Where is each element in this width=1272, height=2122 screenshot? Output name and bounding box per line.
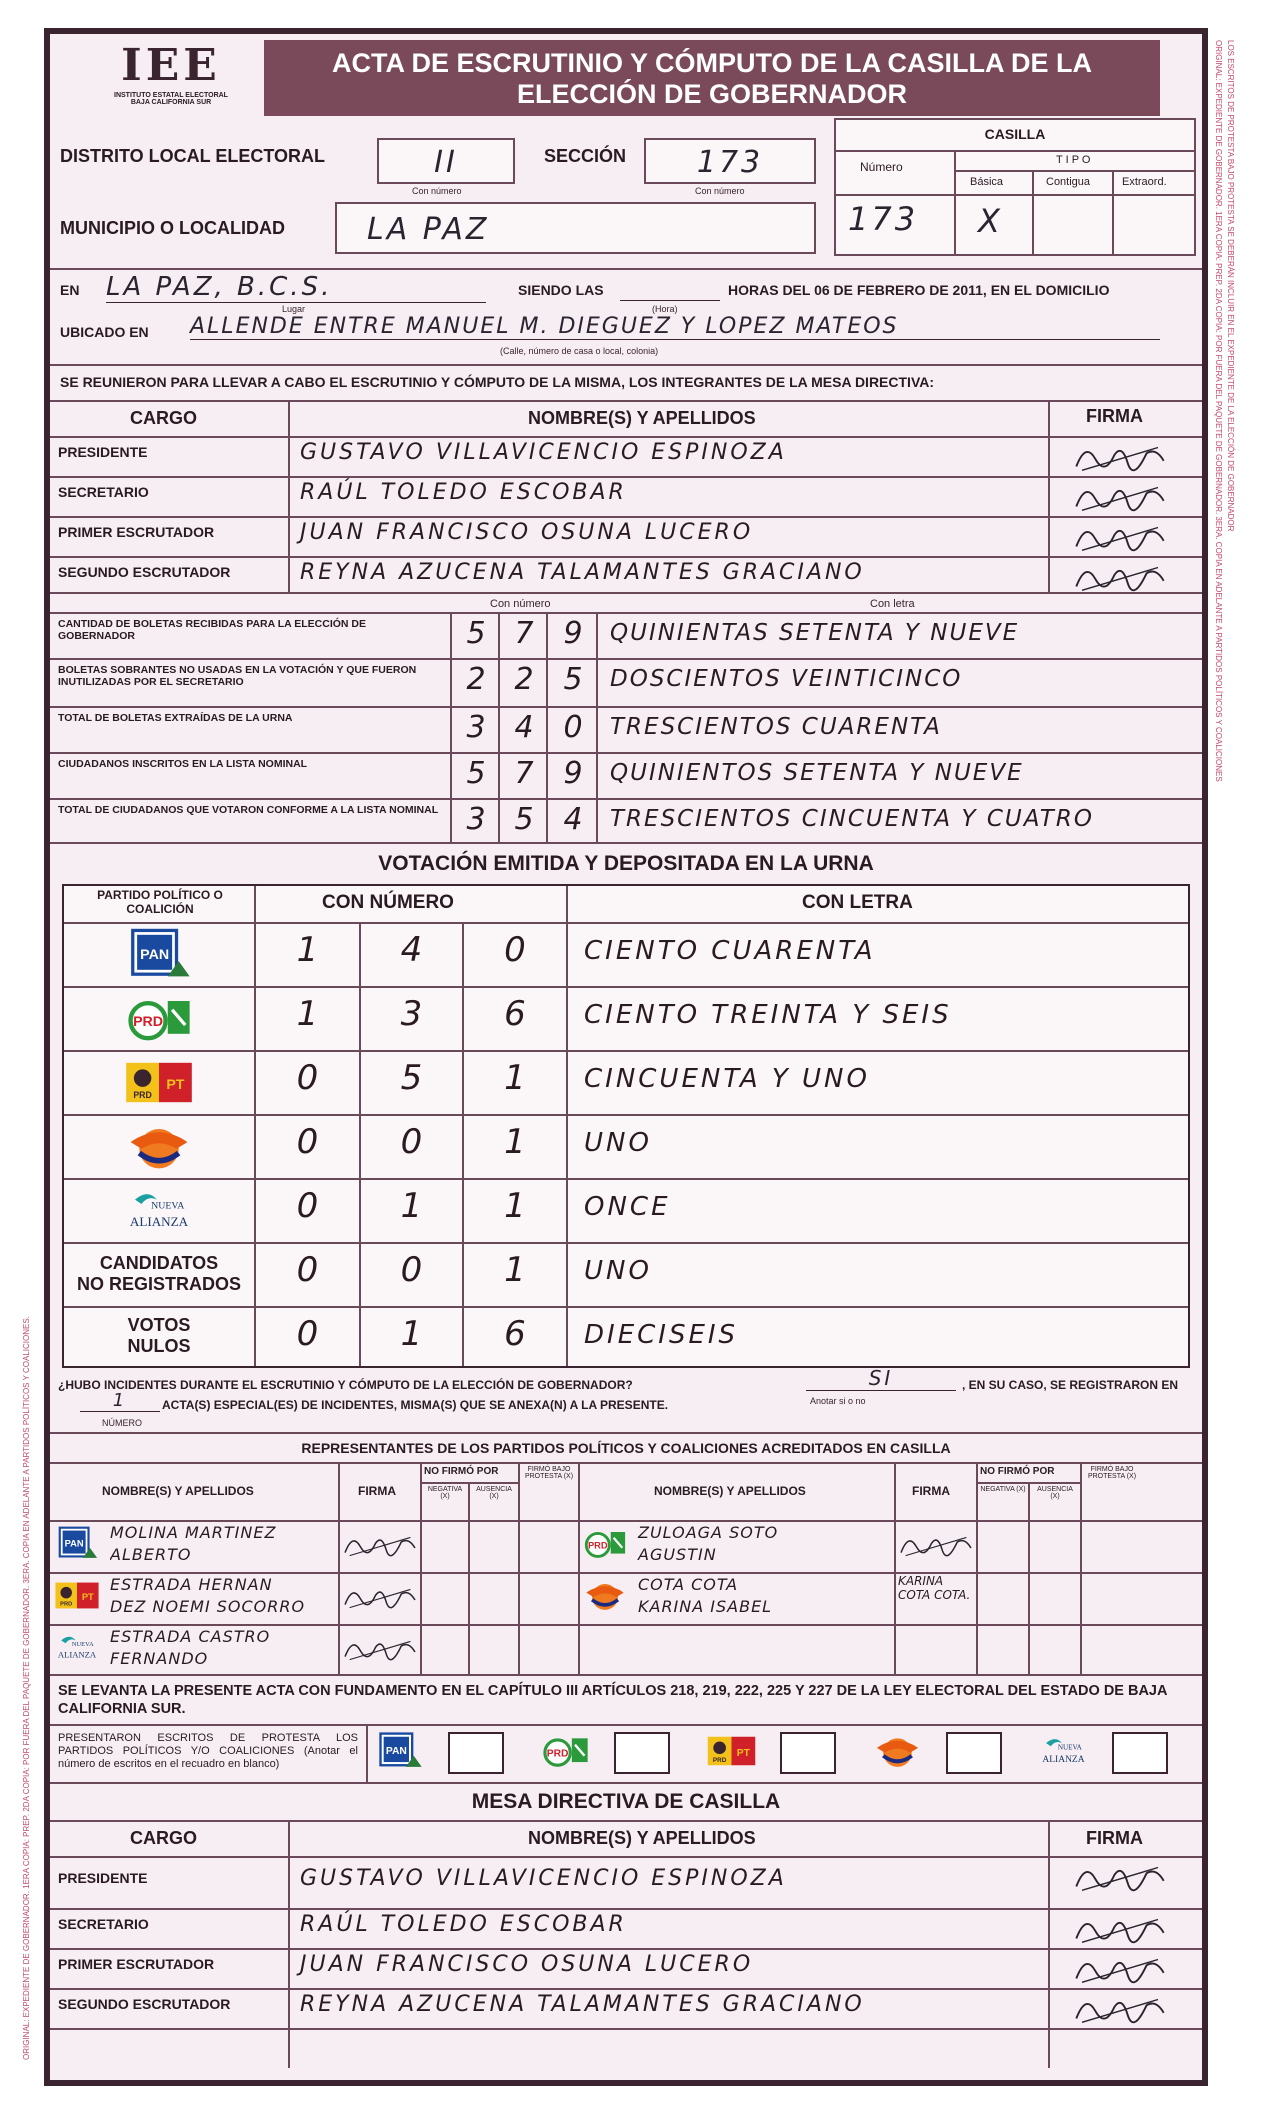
incidentes-tail: , EN SU CASO, SE REGISTRARON EN <box>962 1378 1179 1392</box>
mesa-bottom-cargo: SEGUNDO ESCRUTADOR <box>58 1996 231 2012</box>
casilla-numero[interactable]: 173 <box>848 200 919 238</box>
lugar-sub: Lugar <box>282 304 306 314</box>
signature-icon <box>1060 518 1180 556</box>
votacion-digit[interactable]: 0 <box>296 1250 319 1290</box>
boletas-num-h: Con número <box>490 598 551 610</box>
cnr-line1: CANDIDATOS <box>99 1253 219 1273</box>
cnr-line2: NO REGISTRADOS <box>76 1274 241 1294</box>
boletas-letra-h: Con letra <box>870 598 915 610</box>
votacion-letra[interactable]: ONCE <box>584 1192 671 1222</box>
svg-text:PRD: PRD <box>587 1540 608 1551</box>
svg-text:NUEVA: NUEVA <box>71 1641 94 1649</box>
rep-right-firma[interactable]: KARINA COTA COTA. <box>898 1574 971 1602</box>
svg-text:ALIANZA: ALIANZA <box>129 1213 189 1229</box>
mesa-bottom-cargo: PRIMER ESCRUTADOR <box>58 1956 215 1972</box>
rep-right-nofirmo-h: NO FIRMÓ POR <box>980 1466 1055 1477</box>
votacion-digit[interactable]: 0 <box>504 930 526 970</box>
escritos-party <box>872 1732 923 1775</box>
signature-icon <box>1060 1910 1180 1948</box>
prd-pt-logo-icon <box>124 1056 194 1109</box>
rep-left-name2[interactable]: ALBERTO <box>110 1545 192 1564</box>
mesa-top-firma[interactable] <box>1060 438 1180 481</box>
casilla-title: CASILLA <box>984 126 1046 142</box>
municipio-label: MUNICIPIO O LOCALIDAD <box>60 218 285 238</box>
incidentes-line2: ACTA(S) ESPECIAL(ES) DE INCIDENTES, MISMA(S) QUE SE ANEXA(N) A LA PRESENTE. <box>162 1398 669 1412</box>
escritos-text: PRESENTARON ESCRITOS DE PROTESTA LOS PARTIDOS POLÍTICOS Y/O COALICIONES (Anotar el número de escritos en el recuadro en blanco) <box>58 1732 358 1770</box>
mesa-top-firma-h: FIRMA <box>1086 406 1143 426</box>
mesa-top-table <box>50 400 1202 594</box>
votacion-digit[interactable]: 1 <box>400 1314 423 1354</box>
boletas-label: TOTAL DE CIUDADANOS QUE VOTARON CONFORME A LA LISTA NOMINAL <box>58 804 439 816</box>
votacion-digit[interactable]: 4 <box>400 930 423 970</box>
mesa-bottom-title: MESA DIRECTIVA DE CASILLA <box>471 1790 781 1813</box>
boletas-digit[interactable]: 7 <box>514 756 534 791</box>
reunieron-text: SE REUNIERON PARA LLEVAR A CABO EL ESCRUTINIO Y CÓMPUTO DE LA MISMA, LOS INTEGRANTES DE LA MESA DIRECTIVA: <box>60 374 935 390</box>
rep-right-negativa-h: NEGATIVA (X) <box>980 1486 1026 1493</box>
boletas-digit[interactable]: 9 <box>563 756 583 791</box>
mesa-top-cargo: PRESIDENTE <box>58 444 148 460</box>
votacion-letra[interactable]: CINCUENTA Y UNO <box>584 1064 870 1094</box>
votacion-digit[interactable]: 5 <box>400 1058 423 1098</box>
boletas-digit[interactable]: 4 <box>514 710 534 745</box>
rep-left-name[interactable]: MOLINA MARTINEZ <box>110 1523 277 1542</box>
mesa-bottom-firma[interactable] <box>1060 1858 1180 1901</box>
boletas-label: TOTAL DE BOLETAS EXTRAÍDAS DE LA URNA <box>58 712 293 724</box>
incidentes-numero: NÚMERO <box>102 1418 142 1428</box>
votacion-party <box>64 1306 254 1366</box>
votacion-title: VOTACIÓN EMITIDA Y DEPOSITADA EN LA URNA <box>378 852 874 875</box>
svg-text:NUEVA: NUEVA <box>151 1199 185 1211</box>
signature-icon <box>1060 1950 1180 1988</box>
svg-text:PAN: PAN <box>385 1746 407 1758</box>
horas-text: HORAS DEL 06 DE FEBRERO DE 2011, EN EL DOMICILIO <box>728 282 1110 298</box>
mesa-bottom-nombre[interactable]: JUAN FRANCISCO OSUNA LUCERO <box>300 1952 754 1977</box>
mesa-bottom-nombre[interactable]: RAÚL TOLEDO ESCOBAR <box>300 1912 627 1937</box>
svg-text:PAN: PAN <box>140 946 170 963</box>
seccion-sub: Con número <box>695 186 745 196</box>
boletas-digit[interactable]: 3 <box>466 710 486 745</box>
boletas-digit[interactable]: 2 <box>514 662 534 697</box>
votacion-letra[interactable]: CIENTO TREINTA Y SEIS <box>584 1000 952 1030</box>
mesa-bottom-firma[interactable] <box>1060 1950 1180 1993</box>
nueva-alianza-logo-icon <box>54 1630 100 1665</box>
rep-right-party <box>582 1526 628 1566</box>
svg-text:PRD: PRD <box>133 1089 152 1100</box>
votacion-digit[interactable]: 0 <box>400 1122 423 1162</box>
representantes-title: REPRESENTANTES DE LOS PARTIDOS POLÍTICOS Y COALICIONES ACREDITADOS EN CASILLA <box>301 1440 951 1456</box>
rep-left-party <box>54 1578 100 1618</box>
votacion-digit[interactable]: 1 <box>296 994 319 1034</box>
votacion-digit[interactable]: 0 <box>296 1058 319 1098</box>
mesa-bottom-table <box>50 1820 1202 2078</box>
rep-left-party <box>54 1526 100 1566</box>
svg-text:PRD: PRD <box>712 1757 727 1765</box>
boletas-label: CIUDADANOS INSCRITOS EN LA LISTA NOMINAL <box>58 758 308 770</box>
mesa-bottom-firma-h: FIRMA <box>1086 1828 1143 1848</box>
ubicado-label: UBICADO EN <box>60 324 149 340</box>
mesa-bottom-nombre[interactable]: GUSTAVO VILLAVICENCIO ESPINOZA <box>300 1866 787 1891</box>
hora-field[interactable] <box>620 298 720 301</box>
votacion-partido-h: PARTIDO POLÍTICO O COALICIÓN <box>97 888 223 916</box>
domicilio-sub: (Calle, número de casa o local, colonia) <box>500 346 659 356</box>
rep-right-name[interactable]: COTA COTA <box>638 1575 739 1594</box>
boletas-digit[interactable]: 5 <box>466 616 486 651</box>
boletas-digit[interactable]: 5 <box>466 756 486 791</box>
escritos-count-box[interactable] <box>448 1732 504 1774</box>
iee-logo-text: IEE <box>121 40 221 91</box>
side-text-right: ORIGINAL: EXPEDIENTE DE GOBERNADOR. 1ERA COPIA: PREP. 2DA COPIA: POR FUERA DEL PAQUETE DE GOBERNADOR. 3ERA. COPIA EN ADELANTE A PARTIDOS POLÍTICOS Y COALICIONES <box>1214 40 1223 782</box>
boletas-digit[interactable]: 9 <box>563 616 583 651</box>
mesa-bottom-cargo: SECRETARIO <box>58 1916 149 1932</box>
boletas-letra[interactable]: TRESCIENTOS CUARENTA <box>610 714 942 740</box>
mesa-bottom-firma[interactable] <box>1060 1910 1180 1953</box>
rep-left-nofirmo-h: NO FIRMÓ POR <box>424 1466 499 1477</box>
rep-right-firma[interactable] <box>898 1524 974 1571</box>
signature-icon <box>1060 558 1180 596</box>
votacion-digit[interactable]: 1 <box>504 1058 526 1098</box>
rep-left-firma-h: FIRMA <box>358 1484 396 1498</box>
distrito-field[interactable] <box>377 138 515 184</box>
nueva-alianza-logo-icon <box>1038 1732 1089 1770</box>
mesa-bottom-cargo-h: CARGO <box>130 1828 197 1848</box>
prd-pt-logo-icon <box>54 1578 100 1613</box>
signature-icon <box>342 1628 418 1670</box>
distrito-label: DISTRITO LOCAL ELECTORAL <box>60 146 326 166</box>
votacion-digit[interactable]: 6 <box>504 1314 526 1354</box>
prs-logo-icon <box>582 1578 628 1613</box>
incidentes-count[interactable]: 1 <box>80 1390 160 1412</box>
prd-verde-logo-icon <box>582 1526 628 1561</box>
boletas-label: CANTIDAD DE BOLETAS RECIBIDAS PARA LA ELECCIÓN DE GOBERNADOR <box>58 618 367 642</box>
prd-verde-logo-icon <box>540 1732 591 1770</box>
mesa-top-nombre[interactable]: REYNA AZUCENA TALAMANTES GRACIANO <box>300 560 865 585</box>
rep-left-nombre-h: NOMBRE(S) Y APELLIDOS <box>102 1484 254 1498</box>
title-banner <box>264 40 1160 116</box>
prd-verde-logo-icon <box>124 992 194 1045</box>
hora-sub: (Hora) <box>652 304 678 314</box>
escritos-count-box[interactable] <box>1112 1732 1168 1774</box>
fundamento-text: SE LEVANTA LA PRESENTE ACTA CON FUNDAMENTO EN EL CAPÍTULO III ARTÍCULOS 218, 219, 222, 225 Y 227 DE LA LEY ELECTORAL DEL ESTADO DE BAJA CALIFORNIA SUR. <box>58 1683 1167 1717</box>
mesa-top-cargo: PRIMER ESCRUTADOR <box>58 524 215 540</box>
boletas-digit[interactable]: 5 <box>514 802 534 837</box>
pan-logo-icon <box>124 928 194 981</box>
mesa-bottom-nombre-h: NOMBRE(S) Y APELLIDOS <box>528 1828 756 1848</box>
boletas-digit[interactable]: 5 <box>563 662 583 697</box>
rep-right-name[interactable]: ZULOAGA SOTO <box>638 1523 779 1542</box>
siendo-label: SIENDO LAS <box>518 282 604 298</box>
escritos-count-box[interactable] <box>614 1732 670 1774</box>
incidentes-answer[interactable]: SI <box>806 1366 956 1391</box>
svg-text:PRD: PRD <box>60 1601 73 1608</box>
mesa-bottom-firma[interactable] <box>1060 1990 1180 2033</box>
escritos-count-box[interactable] <box>946 1732 1002 1774</box>
svg-text:NUEVA: NUEVA <box>1057 1743 1082 1752</box>
votacion-digit[interactable]: 1 <box>296 930 319 970</box>
iee-logo-sub1: INSTITUTO ESTATAL ELECTORAL <box>114 92 228 99</box>
prs-logo-icon <box>124 1120 194 1173</box>
votacion-digit[interactable]: 0 <box>296 1122 319 1162</box>
boletas-label: BOLETAS SOBRANTES NO USADAS EN LA VOTACIÓN Y QUE FUERON INUTILIZADAS POR EL SECRETARIO <box>58 664 417 688</box>
casilla-extraord: Extraord. <box>1122 176 1167 188</box>
pan-logo-icon <box>54 1526 100 1561</box>
signature-icon <box>1060 478 1180 516</box>
municipio-field[interactable] <box>335 202 816 254</box>
rep-left-name[interactable]: ESTRADA HERNAN <box>110 1575 273 1594</box>
votacion-digit[interactable]: 0 <box>400 1250 423 1290</box>
casilla-basica-mark[interactable]: X <box>978 202 1003 240</box>
boletas-table <box>50 594 1202 844</box>
mesa-top-firma[interactable] <box>1060 478 1180 521</box>
escritos-party <box>1038 1732 1089 1775</box>
prs-logo-icon <box>872 1732 923 1770</box>
mesa-top-nombre-h: NOMBRE(S) Y APELLIDOS <box>528 408 756 428</box>
rep-left-negativa-h: NEGATIVA (X) <box>427 1486 463 1500</box>
municipio-value: LA PAZ <box>367 212 490 247</box>
votacion-letra[interactable]: UNO <box>584 1256 652 1286</box>
boletas-digit[interactable]: 0 <box>563 710 583 745</box>
casilla-box <box>834 118 1196 256</box>
side-text-left: ORIGINAL: EXPEDIENTE DE GOBERNADOR. 1ERA COPIA: PREP. 2DA COPIA: POR FUERA DEL PAQUETE DE GOBERNADOR. 3ERA. COPIA EN ADELANTE A PARTIDOS POLÍTICOS Y COALICIONES. <box>22 1316 31 2060</box>
boletas-digit[interactable]: 3 <box>466 802 486 837</box>
rep-left-name2[interactable]: DEZ NOEMI SOCORRO <box>110 1597 306 1616</box>
svg-text:PRD: PRD <box>546 1748 569 1760</box>
side-text-right2: LOS ESCRITOS DE PROTESTA BAJO PROTESTA SE DEBERÁN INCLUIR EN EL EXPEDIENTE DE LA ELECCIÓN DE GOBERNADOR <box>1226 40 1235 532</box>
rep-left-firma[interactable] <box>342 1576 418 1623</box>
mesa-top-nombre[interactable]: GUSTAVO VILLAVICENCIO ESPINOZA <box>300 440 787 465</box>
svg-text:PAN: PAN <box>64 1538 84 1549</box>
votacion-digit[interactable]: 0 <box>296 1186 319 1226</box>
rep-left-name[interactable]: ESTRADA CASTRO <box>110 1627 271 1646</box>
iee-logo-sub2: BAJA CALIFORNIA SUR <box>130 99 212 106</box>
mesa-top-cargo: SECRETARIO <box>58 484 149 500</box>
votacion-digit[interactable]: 3 <box>400 994 423 1034</box>
casilla-basica: Básica <box>970 176 1004 188</box>
mesa-top-cargo: SEGUNDO ESCRUTADOR <box>58 564 231 580</box>
mesa-top-nombre[interactable]: RAÚL TOLEDO ESCOBAR <box>300 480 627 505</box>
rep-right-name2[interactable]: AGUSTIN <box>638 1545 717 1564</box>
mesa-top-firma[interactable] <box>1060 518 1180 561</box>
votacion-digit[interactable]: 1 <box>400 1186 423 1226</box>
prd-pt-logo-icon <box>706 1732 757 1770</box>
signature-icon <box>1060 438 1180 476</box>
signature-icon <box>898 1524 974 1566</box>
mesa-bottom-cargo: PRESIDENTE <box>58 1870 148 1886</box>
casilla-numero-label: Número <box>860 160 903 174</box>
votacion-letra[interactable]: DIECISEIS <box>584 1320 739 1350</box>
rep-right-ausencia-h: AUSENCIA (X) <box>1037 1486 1073 1500</box>
iee-logo <box>86 40 256 122</box>
votacion-digit[interactable]: 1 <box>504 1186 526 1226</box>
boletas-letra[interactable]: QUINIENTAS SETENTA Y NUEVE <box>610 620 1020 646</box>
distrito-value: II <box>434 145 458 180</box>
rep-left-firma[interactable] <box>342 1524 418 1571</box>
mesa-bottom-nombre[interactable]: REYNA AZUCENA TALAMANTES GRACIANO <box>300 1992 865 2017</box>
boletas-digit[interactable]: 4 <box>563 802 583 837</box>
boletas-letra[interactable]: DOSCIENTOS VEINTICINCO <box>610 666 963 692</box>
svg-text:PT: PT <box>166 1076 185 1093</box>
rep-right-protesta-h: FIRMÓ BAJO PROTESTA (X) <box>1087 1466 1137 1480</box>
nulos-line1: VOTOS <box>127 1315 191 1335</box>
signature-icon <box>342 1524 418 1566</box>
mesa-top-nombre[interactable]: JUAN FRANCISCO OSUNA LUCERO <box>300 520 754 545</box>
nulos-line2: NULOS <box>127 1336 191 1356</box>
rep-left-ausencia-h: AUSENCIA (X) <box>476 1486 512 1500</box>
boletas-digit[interactable]: 2 <box>466 662 486 697</box>
votacion-letra[interactable]: UNO <box>584 1128 652 1158</box>
signature-icon <box>1060 1990 1180 2028</box>
rep-right-nombre-h: NOMBRE(S) Y APELLIDOS <box>654 1484 806 1498</box>
votacion-party <box>64 1050 254 1114</box>
boletas-letra[interactable]: QUINIENTOS SETENTA Y NUEVE <box>610 760 1024 786</box>
domicilio-value[interactable]: ALLENDE ENTRE MANUEL M. DIEGUEZ Y LOPEZ MATEOS <box>190 314 1160 340</box>
lugar-value[interactable]: LA PAZ, B.C.S. <box>106 272 486 303</box>
svg-text:PT: PT <box>81 1591 94 1602</box>
votacion-party <box>64 1242 254 1306</box>
en-label: EN <box>60 282 80 298</box>
votacion-party <box>64 1114 254 1178</box>
rep-right-party <box>582 1578 628 1618</box>
signature-icon <box>1060 1858 1180 1896</box>
votacion-digit[interactable]: 1 <box>504 1122 526 1162</box>
seccion-value: 173 <box>696 145 764 180</box>
distrito-sub: Con número <box>412 186 462 196</box>
votacion-letra-h: CON LETRA <box>802 892 913 913</box>
votacion-digit[interactable]: 6 <box>504 994 526 1034</box>
incidentes-q: ¿HUBO INCIDENTES DURANTE EL ESCRUTINIO Y CÓMPUTO DE LA ELECCIÓN DE GOBERNADOR? <box>58 1378 633 1392</box>
rep-left-firma[interactable] <box>342 1628 418 1675</box>
title-line1: ACTA DE ESCRUTINIO Y CÓMPUTO DE LA CASILLA DE LA <box>331 48 1093 78</box>
votacion-party <box>64 1178 254 1242</box>
svg-text:PRD: PRD <box>133 1013 164 1030</box>
signature-icon <box>342 1576 418 1618</box>
votacion-table <box>62 884 1190 1368</box>
boletas-digit[interactable]: 7 <box>514 616 534 651</box>
seccion-field[interactable] <box>644 138 816 184</box>
representantes-table <box>50 1462 1202 1676</box>
votacion-letra[interactable]: CIENTO CUARENTA <box>584 936 876 966</box>
boletas-letra[interactable]: TRESCIENTOS CINCUENTA Y CUATRO <box>610 806 1094 832</box>
rep-left-party <box>54 1630 100 1670</box>
svg-text:PT: PT <box>736 1747 750 1759</box>
votacion-party <box>64 986 254 1050</box>
escritos-party <box>706 1732 757 1775</box>
incidentes-anotar: Anotar si o no <box>810 1396 866 1406</box>
mesa-top-cargo-h: CARGO <box>130 408 197 428</box>
acta-sheet <box>44 28 1208 2086</box>
nueva-alianza-logo-icon <box>124 1184 194 1237</box>
casilla-tipo-label: T I P O <box>1056 154 1091 166</box>
escritos-party <box>540 1732 591 1775</box>
pan-logo-icon <box>374 1732 425 1770</box>
votacion-digit[interactable]: 0 <box>296 1314 319 1354</box>
escritos-count-box[interactable] <box>780 1732 836 1774</box>
svg-text:ALIANZA: ALIANZA <box>57 1649 97 1660</box>
svg-text:ALIANZA: ALIANZA <box>1042 1755 1085 1766</box>
rep-right-firma-h: FIRMA <box>912 1484 950 1498</box>
casilla-contigua: Contigua <box>1046 176 1091 188</box>
votacion-numero-h: CON NÚMERO <box>322 892 454 913</box>
rep-right-name2[interactable]: KARINA ISABEL <box>638 1597 773 1616</box>
votacion-digit[interactable]: 1 <box>504 1250 526 1290</box>
seccion-label: SECCIÓN <box>544 146 627 166</box>
title-line2: ELECCIÓN DE GOBERNADOR <box>516 79 908 109</box>
rep-left-name2[interactable]: FERNANDO <box>110 1649 209 1668</box>
escritos-party <box>374 1732 425 1775</box>
votacion-party <box>64 922 254 986</box>
rep-left-protesta-h: FIRMÓ BAJO PROTESTA (X) <box>524 1466 574 1480</box>
